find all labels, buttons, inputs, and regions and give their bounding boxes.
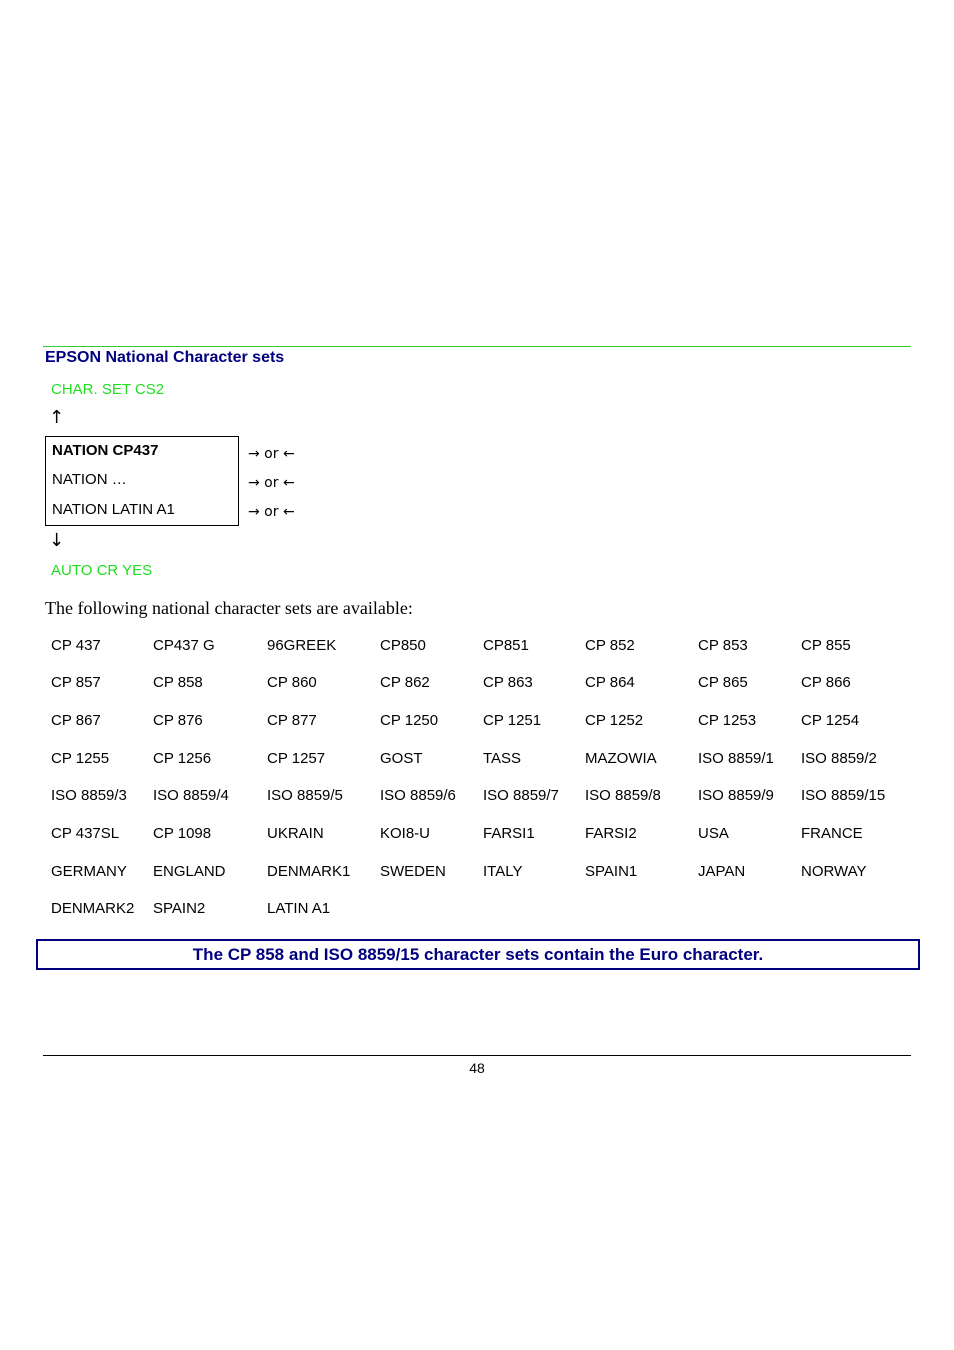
charset-cell: KOI8-U [380, 825, 431, 842]
menu-item-nation-latin-a1: NATION LATIN A1 [52, 501, 175, 518]
charset-cell: SWEDEN [380, 863, 446, 880]
charset-cell: ISO 8859/7 [483, 787, 559, 804]
charset-cell: CP 437 [51, 637, 101, 654]
charset-cell: CP 1251 [483, 712, 542, 729]
charset-cell: DENMARK1 [267, 863, 351, 880]
nav-hint [248, 472, 295, 493]
right-left-arrows-icon: → or ← [248, 504, 295, 520]
charset-cell: CP437 G [153, 637, 215, 654]
charset-cell: CP 877 [267, 712, 317, 729]
right-left-arrows-icon: → or ← [248, 446, 295, 462]
charset-cell: CP 863 [483, 674, 533, 691]
charset-cell: ISO 8859/6 [380, 787, 456, 804]
charset-cell: CP 1255 [51, 750, 110, 767]
charset-cell: NORWAY [801, 863, 867, 880]
charset-cell: MAZOWIA [585, 750, 657, 767]
charset-cell: CP 1098 [153, 825, 212, 842]
nation-menu-box [45, 436, 239, 526]
charset-cell: CP 1257 [267, 750, 326, 767]
charset-cell: CP 852 [585, 637, 635, 654]
right-left-arrows-icon: → or ← [248, 475, 295, 491]
page-number: 48 [469, 1060, 485, 1076]
charset-cell: CP 867 [51, 712, 101, 729]
charset-cell: USA [698, 825, 729, 842]
up-arrow-icon: ↑ [49, 407, 65, 428]
charset-cell: FARSI2 [585, 825, 637, 842]
charset-cell: CP 862 [380, 674, 430, 691]
charset-cell: CP 1252 [585, 712, 644, 729]
charset-cell: CP 866 [801, 674, 851, 691]
nav-hint [248, 501, 295, 522]
charset-cell: ENGLAND [153, 863, 226, 880]
charset-cell: CP 1253 [698, 712, 757, 729]
charset-cell: ISO 8859/15 [801, 787, 886, 804]
charset-cell: DENMARK2 [51, 900, 135, 917]
nav-hint [248, 443, 295, 464]
charset-cell: SPAIN2 [153, 900, 206, 917]
charset-cell: ISO 8859/1 [698, 750, 774, 767]
charset-cell: ISO 8859/4 [153, 787, 229, 804]
charset-cell: CP 1256 [153, 750, 212, 767]
charset-cell: CP 437SL [51, 825, 120, 842]
down-arrow-icon: ↓ [49, 530, 65, 551]
euro-note: The CP 858 and ISO 8859/15 character sets contain the Euro character. [192, 945, 764, 964]
charset-cell: CP 1250 [380, 712, 439, 729]
menu-item-nation-more: NATION … [52, 471, 127, 488]
charset-cell: CP 865 [698, 674, 748, 691]
charset-cell: CP 1254 [801, 712, 860, 729]
charset-cell: ISO 8859/5 [267, 787, 343, 804]
charset-cell: CP 876 [153, 712, 203, 729]
previous-menu-item: CHAR. SET CS2 [51, 381, 165, 398]
footer-divider [43, 1055, 911, 1056]
charset-cell: GOST [380, 750, 423, 767]
section-title: EPSON National Character sets [45, 349, 285, 366]
charset-cell: LATIN A1 [267, 900, 331, 917]
charset-cell: CP850 [380, 637, 426, 654]
charset-cell: CP 855 [801, 637, 851, 654]
charset-cell: FRANCE [801, 825, 863, 842]
charset-cell: CP 858 [153, 674, 203, 691]
charset-cell: GERMANY [51, 863, 127, 880]
charset-cell: JAPAN [698, 863, 746, 880]
charset-cell: CP851 [483, 637, 529, 654]
charset-cell: FARSI1 [483, 825, 535, 842]
charset-cell: CP 857 [51, 674, 101, 691]
charset-cell: ISO 8859/8 [585, 787, 661, 804]
charset-cell: 96GREEK [267, 637, 337, 654]
charset-cell: ISO 8859/3 [51, 787, 127, 804]
menu-item-nation-cp437: NATION CP437 [52, 442, 159, 459]
next-menu-item: AUTO CR YES [51, 562, 153, 579]
charset-cell: CP 864 [585, 674, 635, 691]
charset-cell: CP 860 [267, 674, 317, 691]
charset-cell: CP 853 [698, 637, 748, 654]
charset-cell: TASS [483, 750, 522, 767]
charset-cell: SPAIN1 [585, 863, 638, 880]
intro-text: The following national character sets are available: [45, 598, 413, 618]
euro-note-box [36, 939, 920, 970]
charset-cell: ISO 8859/2 [801, 750, 877, 767]
charset-cell: UKRAIN [267, 825, 324, 842]
charset-cell: ITALY [483, 863, 523, 880]
charset-cell: ISO 8859/9 [698, 787, 774, 804]
